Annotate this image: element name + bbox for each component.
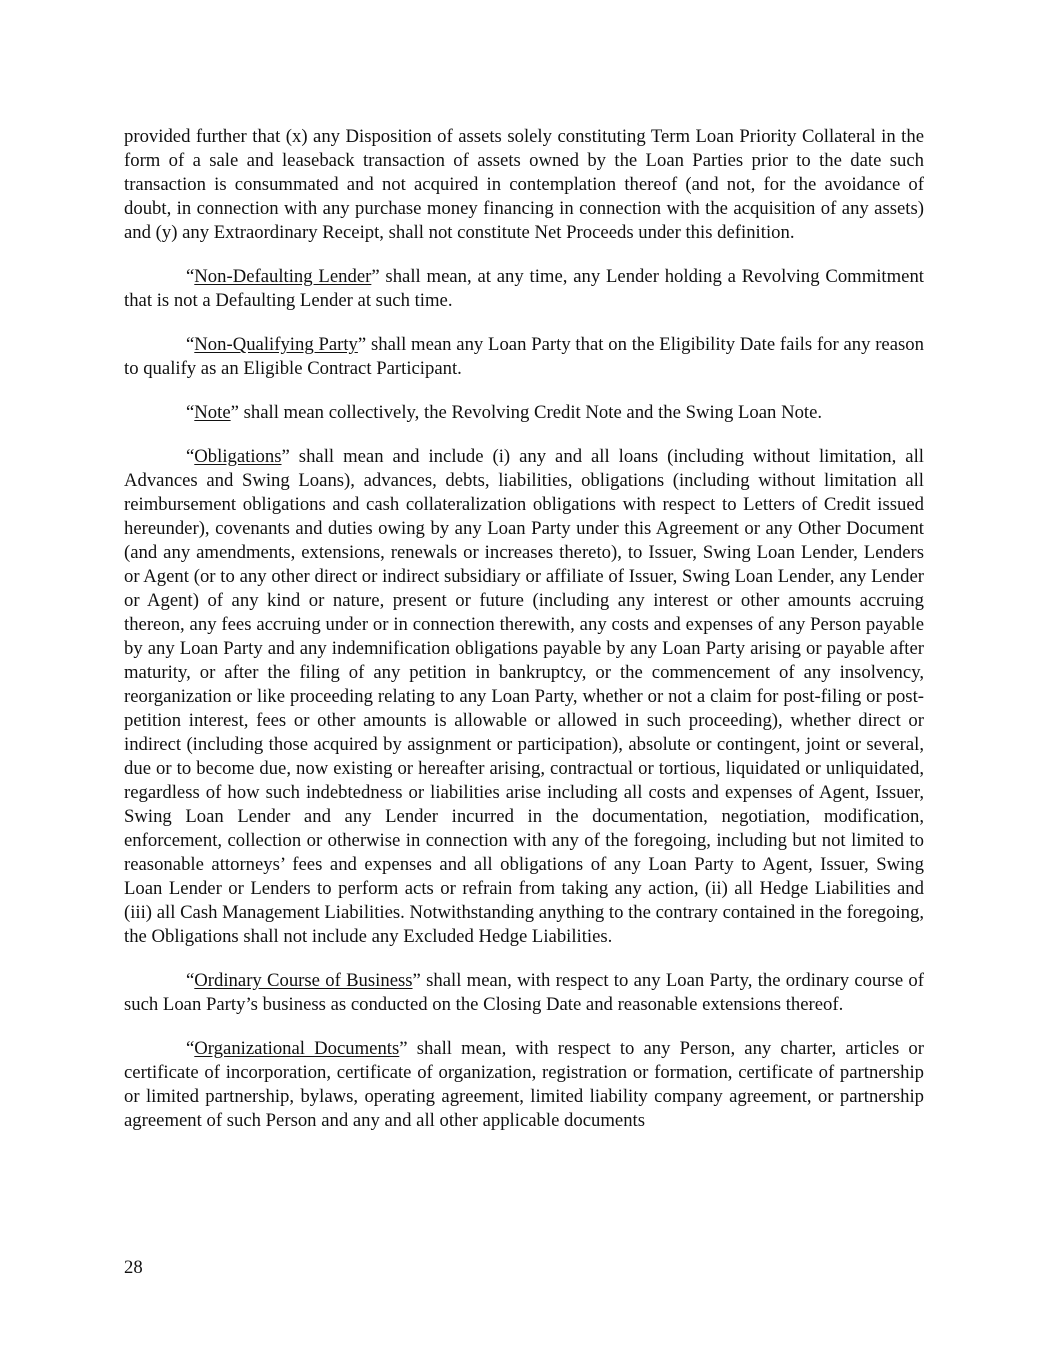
- open-quote: “: [186, 970, 195, 991]
- defined-term: Note: [194, 402, 231, 423]
- paragraph-net-proceeds-continuation: [124, 125, 924, 245]
- document-page: [124, 125, 924, 1153]
- definition-ordinary-course-of-business: [124, 969, 924, 1017]
- paragraph-text: provided further that (x) any Disposition of assets solely constituting Term Loan Priority Collateral in the form of a sale and leaseback transaction of assets owned by the Loan Parties prior to the date such transaction is consummated and not acquired in contemplation thereof (and not, for the avoidance of doubt, in connection with any purchase money financing in connection with the acquisition of any assets) and (y) any Extraordinary Receipt, shall not constitute Net Proceeds under this definition.: [124, 126, 924, 243]
- definition-non-qualifying-party: [124, 333, 924, 381]
- definition-text: ” shall mean and include (i) any and all loans (including without limitation, all Advances and Swing Loans), advances, debts, liabilities, obligations (including without limitation all reimbursement obligations and cash collateralization obligations with respect to Letters of Credit issued hereunder), covenants and duties owing by any Loan Party under this Agreement or any Other Document (and any amendments, extensions, renewals or increases thereto), to Issuer, Swing Loan Lender, Lenders or Agent (or to any other direct or indirect subsidiary or affiliate of Issuer, Swing Loan Lender, any Lender or Agent) of any kind or nature, present or future (including any interest or other amounts accruing thereon, any fees accruing under or in connection therewith, any costs and expenses of any Person payable by any Loan Party and any indemnification obligations payable by any Loan Party arising or payable after maturity, or after the filing of any petition in bankruptcy, or the commencement of any insolvency, reorganization or like proceeding relating to any Loan Party, whether or not a claim for post-filing or post-petition interest, fees or other amounts is allowable or allowed in such proceeding), whether direct or indirect (including those acquired by assignment or participation), absolute or contingent, joint or several, due or to become due, now existing or hereafter arising, contractual or tortious, liquidated or unliquidated, regardless of how such indebtedness or liabilities arise including all costs and expenses of Agent, Issuer, Swing Loan Lender and any Lender incurred in the documentation, negotiation, modification, enforcement, collection or otherwise in connection with any of the foregoing, including but not limited to reasonable attorneys’ fees and expenses and all obligations of any Loan Party to Agent, Issuer, Swing Loan Lender or Lenders to perform acts or refrain from taking any action, (ii) all Hedge Liabilities and (iii) all Cash Management Liabilities. Notwithstanding anything to the contrary contained in the foregoing, the Obligations shall not include any Excluded Hedge Liabilities.: [124, 446, 924, 947]
- definition-obligations: [124, 445, 924, 949]
- defined-term: Obligations: [194, 446, 282, 467]
- open-quote: “: [186, 266, 195, 287]
- open-quote: “: [186, 1038, 195, 1059]
- definition-organizational-documents: [124, 1037, 924, 1133]
- definition-text: ” shall mean, with respect to any Person, any charter, articles or certificate of incorporation, certificate of organization, registration or formation, certificate of partnership or limited partnership, bylaws, operating agreement, limited liability company agreement, or partnership agreement of such Person and any and all other applicable documents: [124, 1038, 925, 1131]
- defined-term: Non-Qualifying Party: [194, 334, 358, 355]
- defined-term: Ordinary Course of Business: [194, 970, 413, 991]
- definition-text: ” shall mean collectively, the Revolving Credit Note and the Swing Loan Note.: [230, 402, 823, 423]
- definition-note: [124, 401, 924, 425]
- page-number: 28: [124, 1257, 143, 1278]
- definition-text: ” shall mean any Loan Party that on the Eligibility Date fails for any reason to qualify as an Eligible Contract Participant.: [124, 334, 924, 379]
- defined-term: Non-Defaulting Lender: [194, 266, 372, 287]
- definition-text: ” shall mean, with respect to any Loan Party, the ordinary course of such Loan Party’s business as conducted on the Closing Date and reasonable extensions thereof.: [124, 970, 924, 1015]
- open-quote: “: [186, 334, 195, 355]
- defined-term: Organizational Documents: [194, 1038, 400, 1059]
- open-quote: “: [186, 446, 195, 467]
- open-quote: “: [186, 402, 195, 423]
- definition-non-defaulting-lender: [124, 265, 924, 313]
- definition-text: ” shall mean, at any time, any Lender holding a Revolving Commitment that is not a Defaulting Lender at such time.: [124, 266, 924, 311]
